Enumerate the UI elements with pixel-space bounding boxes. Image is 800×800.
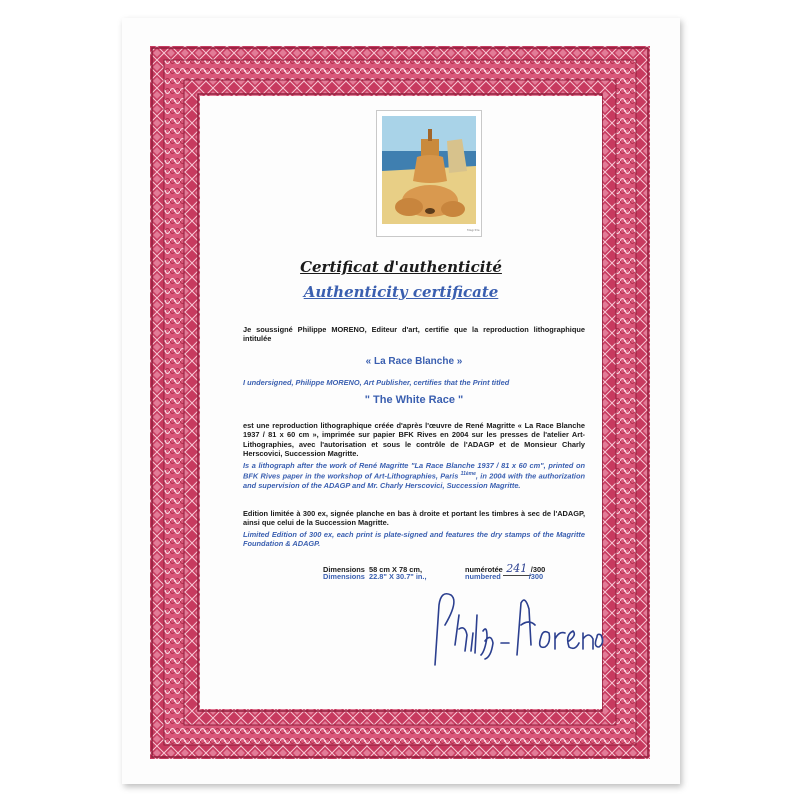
dimensions-english-value: 22.8" X 30.7" in., <box>369 572 427 581</box>
edition-number: 241 <box>503 562 531 576</box>
dimensions-english-label: Dimensions <box>323 572 365 581</box>
numbered-french-label: numérotée <box>465 565 503 574</box>
title-french: Certificat d'authenticité <box>300 258 502 276</box>
dimensions-french-value: 58 cm X 78 cm, <box>369 565 423 574</box>
intro-english: I undersigned, Philippe MORENO, Art Publisher, certifies that the Print titled <box>243 378 510 387</box>
description-english-part-1: Is a lithograph after the work of René Magritte "La Race Blanche 1937 / 81 x 60 cm", printed on BFK Rives paper in the workshop of Art-Lithographies, Paris <box>243 461 585 481</box>
edition-french: Edition limitée à 300 ex, signée planche en bas à droite et portant les timbres à sec de l'ADAGP, ainsi que celui de la Succession Magritte. <box>243 509 585 528</box>
svg-text:Magritte: Magritte <box>467 228 480 232</box>
description-english <box>243 461 585 491</box>
dimensions-english-row <box>323 572 543 581</box>
dimensions-french-label: Dimensions <box>323 565 365 574</box>
numbered-english-label: numbered <box>465 572 501 581</box>
publisher-signature <box>425 585 605 675</box>
description-english-superscript: 11ème <box>460 471 476 478</box>
edition-total-english: /300 <box>528 572 544 581</box>
intro-french: Je soussigné Philippe MORENO, Editeur d'art, certifie que la reproduction lithographique intitulée <box>243 325 585 344</box>
edition-total-french: /300 <box>530 565 546 574</box>
edition-english: Limited Edition of 300 ex, each print is plate-signed and features the dry stamps of the Magritte Foundation & ADAGP. <box>243 530 585 549</box>
artwork-title-english: " The White Race " <box>364 394 464 406</box>
signature-text: Philippe Moreno <box>425 585 433 586</box>
artwork-thumbnail <box>376 110 482 237</box>
description-english-part-2: , in 2004 with the authorization and supervision of the ADAGP and Mr. Charly Herscovici, Succession Magritte. <box>243 471 585 491</box>
description-french: est une reproduction lithographique créée d'après l'œuvre de René Magritte « La Race Blanche 1937 / 81 x 60 cm », imprimée sur papier BFK Rives en 2004 sur les presses de l'atelier Art-Lithographies, avec l'autorisation et sous le contrôle de l'ADAGP et de Monsieur Charly Herscovici, Succession Magritte. <box>243 421 585 459</box>
artwork-title-french: « La Race Blanche » <box>365 356 463 367</box>
title-english: Authenticity certificate <box>303 283 499 301</box>
